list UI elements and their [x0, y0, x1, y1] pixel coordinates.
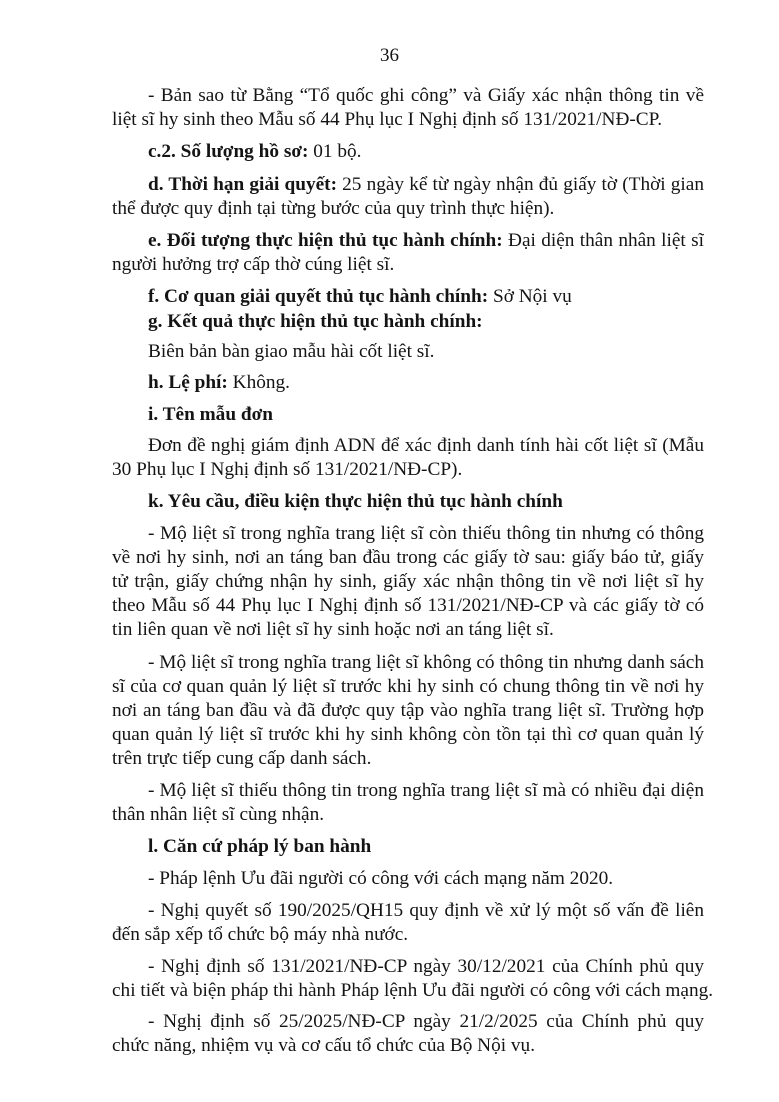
- paragraph-line: - Mộ liệt sĩ thiếu thông tin trong nghĩa trang liệt sĩ mà có nhiều đại diện: [148, 780, 704, 801]
- paragraph-line: - Nghị quyết số 190/2025/QH15 quy định về xử lý một số vấn đề liên: [148, 900, 704, 921]
- paragraph-line: - Nghị định số 131/2021/NĐ-CP ngày 30/12/2021 của Chính phủ quy: [148, 956, 704, 977]
- section-h: [148, 371, 704, 395]
- section-label: g. Kết quả thực hiện thủ tục hành chính:: [148, 311, 483, 332]
- section-k: [148, 490, 704, 514]
- paragraph-line: - Pháp lệnh Ưu đãi người có công với cách mạng năm 2020.: [148, 868, 614, 889]
- paragraph-line: theo Mẫu số 44 Phụ lục I Nghị định số 131/2021/NĐ-CP và các giấy tờ có: [112, 595, 704, 616]
- paragraph-line: chi tiết và biện pháp thi hành Pháp lệnh Ưu đãi người có công với cách mạng.: [112, 980, 714, 1001]
- section-value: Sở Nội vụ: [488, 286, 572, 307]
- section-d: [148, 173, 704, 197]
- section-value: Không.: [227, 372, 290, 393]
- section-label: l. Căn cứ pháp lý ban hành: [148, 836, 372, 857]
- paragraph-line: nơi an táng ban đầu và đã được quy tập vào nghĩa trang liệt sĩ. Trường hợp: [112, 700, 704, 721]
- paragraph-line: - Mộ liệt sĩ trong nghĩa trang liệt sĩ còn thiếu thông tin nhưng có thông: [148, 523, 704, 544]
- paragraph-line: về nơi hy sinh, nơi an táng ban đầu trong các giấy tờ sau: giấy báo tử, giấy: [112, 547, 704, 568]
- section-i: [148, 403, 704, 427]
- paragraph-line: thể được quy định tại từng bước của quy trình thực hiện).: [112, 198, 555, 219]
- section-value: 25 ngày kể từ ngày nhận đủ giấy tờ (Thời gian: [342, 174, 704, 195]
- paragraph-line: - Bản sao từ Bằng “Tổ quốc ghi công” và Giấy xác nhận thông tin về: [148, 85, 704, 106]
- section-c2: [148, 140, 704, 164]
- section-e: [148, 229, 704, 253]
- section-label: f. Cơ quan giải quyết thủ tục hành chính:: [148, 286, 489, 307]
- paragraph-line: Đơn đề nghị giám định ADN để xác định danh tính hài cốt liệt sĩ (Mẫu: [148, 435, 704, 456]
- paragraph-line: - Nghị định số 25/2025/NĐ-CP ngày 21/2/2025 của Chính phủ quy: [148, 1011, 704, 1032]
- paragraph-line: chức năng, nhiệm vụ và cơ cấu tổ chức của Bộ Nội vụ.: [112, 1035, 536, 1056]
- section-f: [148, 285, 704, 309]
- section-label: h. Lệ phí:: [148, 372, 228, 393]
- paragraph-line: tin liên quan về nơi liệt sĩ hy sinh hoặc nơi an táng liệt sĩ.: [112, 619, 554, 640]
- paragraph-line: sĩ của cơ quan quản lý liệt sĩ trước khi hy sinh có chung thông tin về nơi hy: [112, 676, 704, 697]
- page-number: 36: [380, 45, 399, 66]
- section-label: e. Đối tượng thực hiện thủ tục hành chính:: [148, 230, 503, 251]
- section-label: c.2. Số lượng hồ sơ:: [148, 141, 309, 162]
- section-g: [148, 310, 704, 334]
- paragraph-line: - Mộ liệt sĩ trong nghĩa trang liệt sĩ không có thông tin nhưng danh sách: [148, 652, 704, 673]
- paragraph-line: quan quản lý liệt sĩ trước khi hy sinh không còn tồn tại thì cơ quan quản lý: [112, 724, 704, 745]
- section-l: [148, 835, 704, 859]
- section-label: k. Yêu cầu, điều kiện thực hiện thủ tục hành chính: [148, 491, 563, 512]
- section-value: 01 bộ.: [308, 141, 362, 162]
- paragraph-line: thân nhân liệt sĩ cùng nhận.: [112, 804, 325, 825]
- section-value: Đại diện thân nhân liệt sĩ: [508, 230, 704, 251]
- paragraph-line: liệt sĩ hy sinh theo Mẫu số 44 Phụ lục I Nghị định số 131/2021/NĐ-CP.: [112, 109, 663, 130]
- section-label: i. Tên mẫu đơn: [148, 404, 273, 425]
- section-label: d. Thời hạn giải quyết:: [148, 174, 337, 195]
- paragraph-line: 30 Phụ lục I Nghị định số 131/2021/NĐ-CP).: [112, 459, 463, 480]
- paragraph-line: người hưởng trợ cấp thờ cúng liệt sĩ.: [112, 254, 395, 275]
- paragraph-line: tử trận, giấy chứng nhận hy sinh, giấy xác nhận thông tin về nơi liệt sĩ hy: [112, 571, 704, 592]
- paragraph-line: Biên bản bàn giao mẫu hài cốt liệt sĩ.: [148, 341, 435, 362]
- paragraph-line: trên trực tiếp cung cấp danh sách.: [112, 748, 372, 769]
- paragraph-line: đến sắp xếp tổ chức bộ máy nhà nước.: [112, 924, 409, 945]
